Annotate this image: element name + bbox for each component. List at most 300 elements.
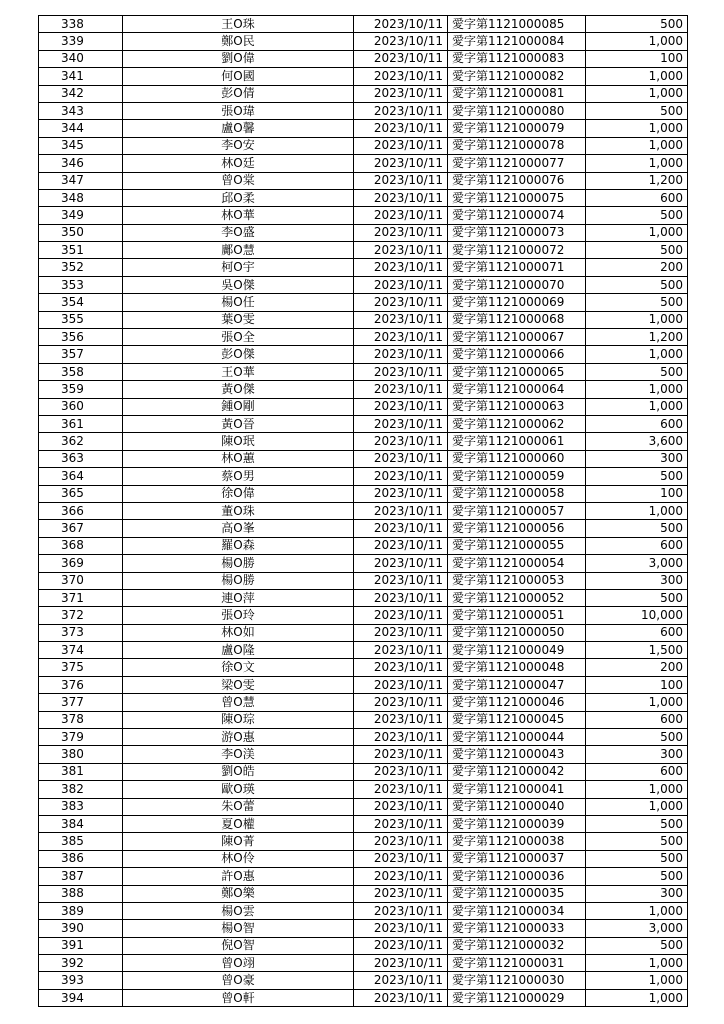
receipt-number-cell: 愛字第1121000046 bbox=[448, 694, 586, 711]
donor-name-cell: 游O惠 bbox=[123, 729, 354, 746]
table-row bbox=[39, 363, 688, 380]
row-number-cell: 394 bbox=[39, 989, 123, 1006]
table-row bbox=[39, 746, 688, 763]
table-row bbox=[39, 589, 688, 606]
receipt-number-cell: 愛字第1121000052 bbox=[448, 589, 586, 606]
donor-name-cell: 王O珠 bbox=[123, 16, 354, 33]
row-number-cell: 343 bbox=[39, 102, 123, 119]
amount-cell: 1,000 bbox=[586, 798, 688, 815]
donor-name-cell: 曾O豪 bbox=[123, 972, 354, 989]
donor-name-cell: 葉O雯 bbox=[123, 311, 354, 328]
donation-date-cell: 2023/10/11 bbox=[354, 711, 448, 728]
donation-date-cell: 2023/10/11 bbox=[354, 85, 448, 102]
table-row bbox=[39, 381, 688, 398]
table-row bbox=[39, 955, 688, 972]
table-row bbox=[39, 224, 688, 241]
donation-date-cell: 2023/10/11 bbox=[354, 33, 448, 50]
table-row bbox=[39, 259, 688, 276]
amount-cell: 500 bbox=[586, 363, 688, 380]
row-number-cell: 366 bbox=[39, 502, 123, 519]
table-row bbox=[39, 676, 688, 693]
row-number-cell: 353 bbox=[39, 276, 123, 293]
donation-date-cell: 2023/10/11 bbox=[354, 589, 448, 606]
amount-cell: 1,000 bbox=[586, 902, 688, 919]
row-number-cell: 338 bbox=[39, 16, 123, 33]
amount-cell: 500 bbox=[586, 468, 688, 485]
donor-name-cell: 張O瑋 bbox=[123, 102, 354, 119]
donor-name-cell: 林O如 bbox=[123, 624, 354, 641]
donor-name-cell: 盧O馨 bbox=[123, 120, 354, 137]
donation-date-cell: 2023/10/11 bbox=[354, 920, 448, 937]
donation-date-cell: 2023/10/11 bbox=[354, 972, 448, 989]
amount-cell: 1,000 bbox=[586, 120, 688, 137]
receipt-number-cell: 愛字第1121000029 bbox=[448, 989, 586, 1006]
row-number-cell: 368 bbox=[39, 537, 123, 554]
table-row bbox=[39, 781, 688, 798]
row-number-cell: 340 bbox=[39, 50, 123, 67]
row-number-cell: 350 bbox=[39, 224, 123, 241]
row-number-cell: 379 bbox=[39, 729, 123, 746]
donation-date-cell: 2023/10/11 bbox=[354, 868, 448, 885]
donation-date-cell: 2023/10/11 bbox=[354, 815, 448, 832]
receipt-number-cell: 愛字第1121000055 bbox=[448, 537, 586, 554]
donation-date-cell: 2023/10/11 bbox=[354, 433, 448, 450]
donor-name-cell: 李O安 bbox=[123, 137, 354, 154]
amount-cell: 500 bbox=[586, 242, 688, 259]
row-number-cell: 345 bbox=[39, 137, 123, 154]
receipt-number-cell: 愛字第1121000030 bbox=[448, 972, 586, 989]
donor-name-cell: 連O萍 bbox=[123, 589, 354, 606]
table-row bbox=[39, 329, 688, 346]
row-number-cell: 372 bbox=[39, 607, 123, 624]
donation-date-cell: 2023/10/11 bbox=[354, 381, 448, 398]
donor-name-cell: 倪O智 bbox=[123, 937, 354, 954]
donor-name-cell: 黃O晉 bbox=[123, 415, 354, 432]
donation-date-cell: 2023/10/11 bbox=[354, 120, 448, 137]
table-row bbox=[39, 763, 688, 780]
amount-cell: 1,000 bbox=[586, 346, 688, 363]
amount-cell: 500 bbox=[586, 102, 688, 119]
row-number-cell: 354 bbox=[39, 294, 123, 311]
row-number-cell: 342 bbox=[39, 85, 123, 102]
donor-name-cell: 曾O慧 bbox=[123, 694, 354, 711]
table-row bbox=[39, 242, 688, 259]
donor-name-cell: 鄭O樂 bbox=[123, 885, 354, 902]
table-row bbox=[39, 607, 688, 624]
donor-name-cell: 王O華 bbox=[123, 363, 354, 380]
receipt-number-cell: 愛字第1121000048 bbox=[448, 659, 586, 676]
table-row bbox=[39, 902, 688, 919]
amount-cell: 500 bbox=[586, 850, 688, 867]
table-row bbox=[39, 920, 688, 937]
donation-table-body bbox=[39, 16, 688, 1007]
donation-date-cell: 2023/10/11 bbox=[354, 259, 448, 276]
table-row bbox=[39, 711, 688, 728]
table-row bbox=[39, 450, 688, 467]
donor-name-cell: 許O惠 bbox=[123, 868, 354, 885]
donor-name-cell: 盧O隆 bbox=[123, 642, 354, 659]
donation-date-cell: 2023/10/11 bbox=[354, 746, 448, 763]
table-row bbox=[39, 485, 688, 502]
receipt-number-cell: 愛字第1121000084 bbox=[448, 33, 586, 50]
donor-name-cell: 陳O琮 bbox=[123, 711, 354, 728]
receipt-number-cell: 愛字第1121000082 bbox=[448, 68, 586, 85]
receipt-number-cell: 愛字第1121000042 bbox=[448, 763, 586, 780]
donor-name-cell: 陳O珉 bbox=[123, 433, 354, 450]
donor-name-cell: 楊O勝 bbox=[123, 572, 354, 589]
row-number-cell: 357 bbox=[39, 346, 123, 363]
donor-name-cell: 徐O偉 bbox=[123, 485, 354, 502]
receipt-number-cell: 愛字第1121000077 bbox=[448, 155, 586, 172]
donor-name-cell: 彭O傑 bbox=[123, 346, 354, 363]
table-row bbox=[39, 729, 688, 746]
table-row bbox=[39, 885, 688, 902]
row-number-cell: 389 bbox=[39, 902, 123, 919]
amount-cell: 1,200 bbox=[586, 329, 688, 346]
table-row bbox=[39, 659, 688, 676]
receipt-number-cell: 愛字第1121000047 bbox=[448, 676, 586, 693]
amount-cell: 300 bbox=[586, 450, 688, 467]
donation-date-cell: 2023/10/11 bbox=[354, 607, 448, 624]
table-row bbox=[39, 433, 688, 450]
row-number-cell: 393 bbox=[39, 972, 123, 989]
table-row bbox=[39, 468, 688, 485]
amount-cell: 1,000 bbox=[586, 137, 688, 154]
receipt-number-cell: 愛字第1121000085 bbox=[448, 16, 586, 33]
receipt-number-cell: 愛字第1121000065 bbox=[448, 363, 586, 380]
amount-cell: 1,000 bbox=[586, 694, 688, 711]
amount-cell: 500 bbox=[586, 589, 688, 606]
row-number-cell: 378 bbox=[39, 711, 123, 728]
table-row bbox=[39, 155, 688, 172]
amount-cell: 3,600 bbox=[586, 433, 688, 450]
donation-date-cell: 2023/10/11 bbox=[354, 329, 448, 346]
table-row bbox=[39, 137, 688, 154]
donor-name-cell: 曾O棠 bbox=[123, 172, 354, 189]
receipt-number-cell: 愛字第1121000039 bbox=[448, 815, 586, 832]
donation-date-cell: 2023/10/11 bbox=[354, 781, 448, 798]
donation-date-cell: 2023/10/11 bbox=[354, 276, 448, 293]
row-number-cell: 386 bbox=[39, 850, 123, 867]
donor-name-cell: 梁O雯 bbox=[123, 676, 354, 693]
donation-date-cell: 2023/10/11 bbox=[354, 50, 448, 67]
row-number-cell: 352 bbox=[39, 259, 123, 276]
table-row bbox=[39, 520, 688, 537]
donation-date-cell: 2023/10/11 bbox=[354, 102, 448, 119]
donor-name-cell: 何O國 bbox=[123, 68, 354, 85]
receipt-number-cell: 愛字第1121000037 bbox=[448, 850, 586, 867]
receipt-number-cell: 愛字第1121000040 bbox=[448, 798, 586, 815]
receipt-number-cell: 愛字第1121000067 bbox=[448, 329, 586, 346]
donation-date-cell: 2023/10/11 bbox=[354, 189, 448, 206]
receipt-number-cell: 愛字第1121000074 bbox=[448, 207, 586, 224]
receipt-number-cell: 愛字第1121000044 bbox=[448, 729, 586, 746]
receipt-number-cell: 愛字第1121000083 bbox=[448, 50, 586, 67]
receipt-number-cell: 愛字第1121000041 bbox=[448, 781, 586, 798]
receipt-number-cell: 愛字第1121000075 bbox=[448, 189, 586, 206]
receipt-number-cell: 愛字第1121000062 bbox=[448, 415, 586, 432]
table-row bbox=[39, 50, 688, 67]
table-row bbox=[39, 16, 688, 33]
donation-date-cell: 2023/10/11 bbox=[354, 676, 448, 693]
receipt-number-cell: 愛字第1121000033 bbox=[448, 920, 586, 937]
receipt-number-cell: 愛字第1121000066 bbox=[448, 346, 586, 363]
receipt-number-cell: 愛字第1121000053 bbox=[448, 572, 586, 589]
row-number-cell: 392 bbox=[39, 955, 123, 972]
table-row bbox=[39, 276, 688, 293]
amount-cell: 600 bbox=[586, 189, 688, 206]
table-row bbox=[39, 972, 688, 989]
donation-date-cell: 2023/10/11 bbox=[354, 624, 448, 641]
row-number-cell: 381 bbox=[39, 763, 123, 780]
donor-name-cell: 張O玲 bbox=[123, 607, 354, 624]
receipt-number-cell: 愛字第1121000050 bbox=[448, 624, 586, 641]
donor-name-cell: 劉O偉 bbox=[123, 50, 354, 67]
table-row bbox=[39, 798, 688, 815]
donor-name-cell: 曾O翊 bbox=[123, 955, 354, 972]
receipt-number-cell: 愛字第1121000076 bbox=[448, 172, 586, 189]
amount-cell: 1,000 bbox=[586, 68, 688, 85]
amount-cell: 500 bbox=[586, 207, 688, 224]
row-number-cell: 362 bbox=[39, 433, 123, 450]
receipt-number-cell: 愛字第1121000061 bbox=[448, 433, 586, 450]
receipt-number-cell: 愛字第1121000081 bbox=[448, 85, 586, 102]
row-number-cell: 364 bbox=[39, 468, 123, 485]
amount-cell: 1,000 bbox=[586, 224, 688, 241]
donor-name-cell: 蔡O男 bbox=[123, 468, 354, 485]
row-number-cell: 371 bbox=[39, 589, 123, 606]
donation-date-cell: 2023/10/11 bbox=[354, 485, 448, 502]
receipt-number-cell: 愛字第1121000045 bbox=[448, 711, 586, 728]
table-row bbox=[39, 120, 688, 137]
amount-cell: 500 bbox=[586, 294, 688, 311]
donation-date-cell: 2023/10/11 bbox=[354, 694, 448, 711]
donation-date-cell: 2023/10/11 bbox=[354, 450, 448, 467]
donor-name-cell: 楊O智 bbox=[123, 920, 354, 937]
donation-date-cell: 2023/10/11 bbox=[354, 989, 448, 1006]
amount-cell: 100 bbox=[586, 485, 688, 502]
donation-date-cell: 2023/10/11 bbox=[354, 833, 448, 850]
row-number-cell: 360 bbox=[39, 398, 123, 415]
table-row bbox=[39, 33, 688, 50]
receipt-number-cell: 愛字第1121000038 bbox=[448, 833, 586, 850]
donation-date-cell: 2023/10/11 bbox=[354, 902, 448, 919]
table-row bbox=[39, 398, 688, 415]
amount-cell: 300 bbox=[586, 885, 688, 902]
receipt-number-cell: 愛字第1121000032 bbox=[448, 937, 586, 954]
receipt-number-cell: 愛字第1121000031 bbox=[448, 955, 586, 972]
table-row bbox=[39, 850, 688, 867]
amount-cell: 1,000 bbox=[586, 85, 688, 102]
receipt-number-cell: 愛字第1121000060 bbox=[448, 450, 586, 467]
receipt-number-cell: 愛字第1121000054 bbox=[448, 555, 586, 572]
donor-name-cell: 黃O傑 bbox=[123, 381, 354, 398]
donation-date-cell: 2023/10/11 bbox=[354, 155, 448, 172]
row-number-cell: 384 bbox=[39, 815, 123, 832]
row-number-cell: 367 bbox=[39, 520, 123, 537]
amount-cell: 600 bbox=[586, 537, 688, 554]
row-number-cell: 385 bbox=[39, 833, 123, 850]
table-row bbox=[39, 189, 688, 206]
table-row bbox=[39, 207, 688, 224]
donor-name-cell: 陳O菁 bbox=[123, 833, 354, 850]
table-row bbox=[39, 937, 688, 954]
amount-cell: 100 bbox=[586, 50, 688, 67]
receipt-number-cell: 愛字第1121000057 bbox=[448, 502, 586, 519]
donation-date-cell: 2023/10/11 bbox=[354, 207, 448, 224]
amount-cell: 1,000 bbox=[586, 781, 688, 798]
donor-name-cell: 鍾O剛 bbox=[123, 398, 354, 415]
row-number-cell: 351 bbox=[39, 242, 123, 259]
amount-cell: 500 bbox=[586, 276, 688, 293]
amount-cell: 500 bbox=[586, 520, 688, 537]
donor-name-cell: 朱O蕾 bbox=[123, 798, 354, 815]
row-number-cell: 382 bbox=[39, 781, 123, 798]
row-number-cell: 347 bbox=[39, 172, 123, 189]
donation-date-cell: 2023/10/11 bbox=[354, 294, 448, 311]
donation-date-cell: 2023/10/11 bbox=[354, 137, 448, 154]
table-row bbox=[39, 102, 688, 119]
donation-date-cell: 2023/10/11 bbox=[354, 363, 448, 380]
amount-cell: 1,000 bbox=[586, 502, 688, 519]
table-row bbox=[39, 572, 688, 589]
receipt-number-cell: 愛字第1121000058 bbox=[448, 485, 586, 502]
table-row bbox=[39, 868, 688, 885]
donor-name-cell: 楊O任 bbox=[123, 294, 354, 311]
donation-table bbox=[38, 15, 688, 1007]
amount-cell: 300 bbox=[586, 746, 688, 763]
receipt-number-cell: 愛字第1121000051 bbox=[448, 607, 586, 624]
amount-cell: 500 bbox=[586, 729, 688, 746]
table-row bbox=[39, 815, 688, 832]
donor-name-cell: 彭O倩 bbox=[123, 85, 354, 102]
donor-name-cell: 鄺O慧 bbox=[123, 242, 354, 259]
table-row bbox=[39, 68, 688, 85]
table-row bbox=[39, 833, 688, 850]
donor-name-cell: 夏O權 bbox=[123, 815, 354, 832]
amount-cell: 500 bbox=[586, 16, 688, 33]
amount-cell: 100 bbox=[586, 676, 688, 693]
donation-date-cell: 2023/10/11 bbox=[354, 937, 448, 954]
receipt-number-cell: 愛字第1121000068 bbox=[448, 311, 586, 328]
row-number-cell: 374 bbox=[39, 642, 123, 659]
amount-cell: 600 bbox=[586, 624, 688, 641]
donor-name-cell: 柯O宇 bbox=[123, 259, 354, 276]
donation-date-cell: 2023/10/11 bbox=[354, 346, 448, 363]
donor-name-cell: 李O盛 bbox=[123, 224, 354, 241]
row-number-cell: 391 bbox=[39, 937, 123, 954]
donation-date-cell: 2023/10/11 bbox=[354, 537, 448, 554]
table-row bbox=[39, 346, 688, 363]
row-number-cell: 339 bbox=[39, 33, 123, 50]
donation-date-cell: 2023/10/11 bbox=[354, 885, 448, 902]
row-number-cell: 388 bbox=[39, 885, 123, 902]
table-row bbox=[39, 555, 688, 572]
donation-date-cell: 2023/10/11 bbox=[354, 729, 448, 746]
donor-name-cell: 徐O文 bbox=[123, 659, 354, 676]
row-number-cell: 359 bbox=[39, 381, 123, 398]
amount-cell: 3,000 bbox=[586, 555, 688, 572]
donor-name-cell: 鄭O民 bbox=[123, 33, 354, 50]
receipt-number-cell: 愛字第1121000079 bbox=[448, 120, 586, 137]
donor-name-cell: 董O珠 bbox=[123, 502, 354, 519]
donor-name-cell: 羅O森 bbox=[123, 537, 354, 554]
receipt-number-cell: 愛字第1121000043 bbox=[448, 746, 586, 763]
table-row bbox=[39, 537, 688, 554]
donation-date-cell: 2023/10/11 bbox=[354, 468, 448, 485]
receipt-number-cell: 愛字第1121000064 bbox=[448, 381, 586, 398]
row-number-cell: 370 bbox=[39, 572, 123, 589]
receipt-number-cell: 愛字第1121000034 bbox=[448, 902, 586, 919]
amount-cell: 500 bbox=[586, 833, 688, 850]
donor-name-cell: 歐O瑛 bbox=[123, 781, 354, 798]
row-number-cell: 376 bbox=[39, 676, 123, 693]
table-row bbox=[39, 502, 688, 519]
donation-date-cell: 2023/10/11 bbox=[354, 311, 448, 328]
amount-cell: 300 bbox=[586, 572, 688, 589]
table-row bbox=[39, 624, 688, 641]
table-row bbox=[39, 989, 688, 1006]
donation-date-cell: 2023/10/11 bbox=[354, 68, 448, 85]
table-row bbox=[39, 694, 688, 711]
amount-cell: 200 bbox=[586, 659, 688, 676]
donation-date-cell: 2023/10/11 bbox=[354, 572, 448, 589]
donor-name-cell: 林O華 bbox=[123, 207, 354, 224]
table-row bbox=[39, 294, 688, 311]
row-number-cell: 363 bbox=[39, 450, 123, 467]
amount-cell: 200 bbox=[586, 259, 688, 276]
row-number-cell: 356 bbox=[39, 329, 123, 346]
table-row bbox=[39, 311, 688, 328]
donor-name-cell: 曾O軒 bbox=[123, 989, 354, 1006]
row-number-cell: 375 bbox=[39, 659, 123, 676]
donor-name-cell: 張O全 bbox=[123, 329, 354, 346]
receipt-number-cell: 愛字第1121000049 bbox=[448, 642, 586, 659]
amount-cell: 1,200 bbox=[586, 172, 688, 189]
donation-date-cell: 2023/10/11 bbox=[354, 763, 448, 780]
amount-cell: 500 bbox=[586, 868, 688, 885]
donor-name-cell: 李O渼 bbox=[123, 746, 354, 763]
donation-date-cell: 2023/10/11 bbox=[354, 172, 448, 189]
donation-date-cell: 2023/10/11 bbox=[354, 659, 448, 676]
amount-cell: 1,000 bbox=[586, 398, 688, 415]
donation-date-cell: 2023/10/11 bbox=[354, 398, 448, 415]
amount-cell: 1,000 bbox=[586, 972, 688, 989]
row-number-cell: 365 bbox=[39, 485, 123, 502]
donation-date-cell: 2023/10/11 bbox=[354, 642, 448, 659]
receipt-number-cell: 愛字第1121000072 bbox=[448, 242, 586, 259]
donor-name-cell: 林O伶 bbox=[123, 850, 354, 867]
row-number-cell: 390 bbox=[39, 920, 123, 937]
table-row bbox=[39, 85, 688, 102]
receipt-number-cell: 愛字第1121000059 bbox=[448, 468, 586, 485]
receipt-number-cell: 愛字第1121000078 bbox=[448, 137, 586, 154]
amount-cell: 500 bbox=[586, 815, 688, 832]
table-row bbox=[39, 172, 688, 189]
donor-name-cell: 吳O傑 bbox=[123, 276, 354, 293]
row-number-cell: 358 bbox=[39, 363, 123, 380]
donor-name-cell: 邱O柔 bbox=[123, 189, 354, 206]
row-number-cell: 346 bbox=[39, 155, 123, 172]
amount-cell: 600 bbox=[586, 415, 688, 432]
row-number-cell: 380 bbox=[39, 746, 123, 763]
donation-date-cell: 2023/10/11 bbox=[354, 502, 448, 519]
row-number-cell: 348 bbox=[39, 189, 123, 206]
amount-cell: 1,000 bbox=[586, 381, 688, 398]
receipt-number-cell: 愛字第1121000071 bbox=[448, 259, 586, 276]
donation-date-cell: 2023/10/11 bbox=[354, 798, 448, 815]
row-number-cell: 383 bbox=[39, 798, 123, 815]
